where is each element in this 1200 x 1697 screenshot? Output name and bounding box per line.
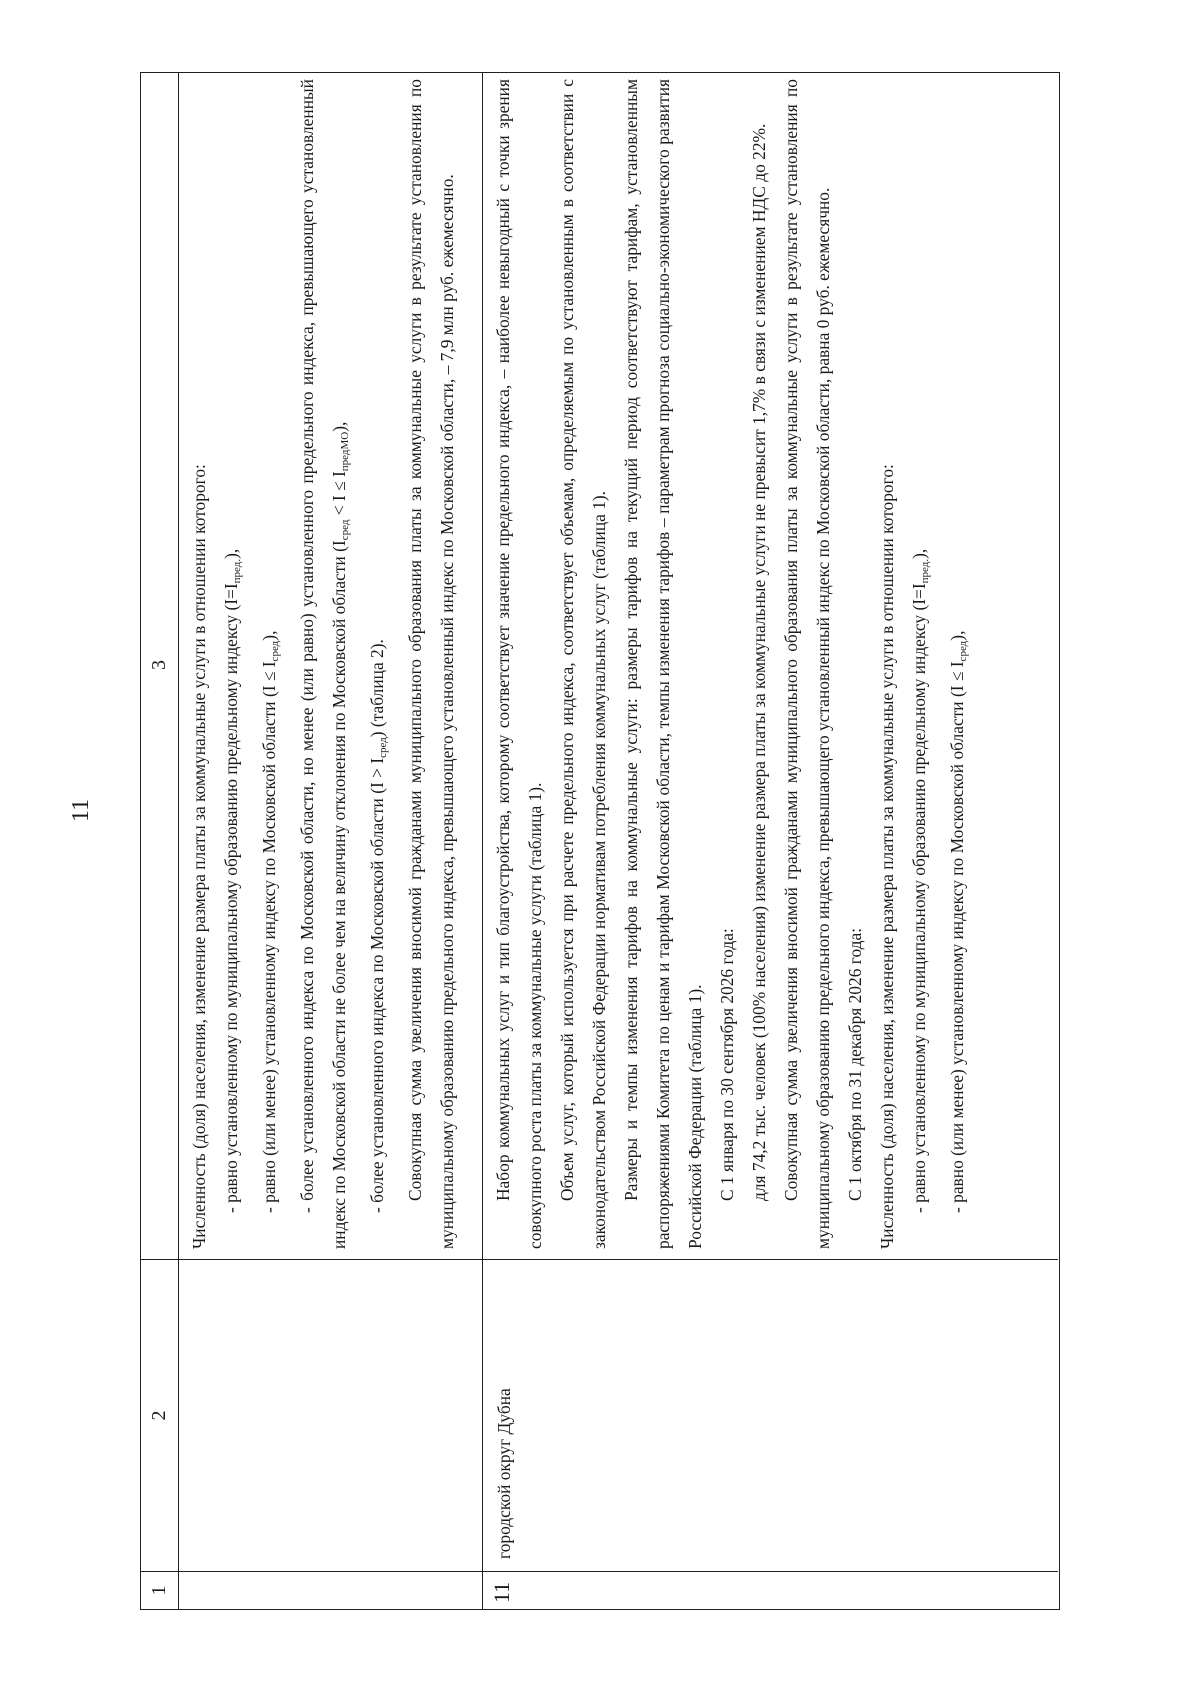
table-header-row bbox=[141, 73, 179, 1609]
paragraph: Совокупная сумма увеличения вносимой гражданами муниципального образования платы за коммунальные услуги в результате установления по муниципальному образованию предельного индекса, превышающего установленный индекс по Московской области, – 7,9 млн руб. ежемесячно. bbox=[405, 79, 457, 1249]
row-number-cell bbox=[179, 1571, 482, 1609]
row-number-cell: 11 bbox=[483, 1571, 1058, 1609]
paragraph: для 74,2 тыс. человек (100% населения) изменение размера платы за коммунальные услуги не превысит 1,7% в связи с изменением НДС до 22%. bbox=[749, 123, 769, 1201]
paragraph: - равно (или менее) установленному индексу по Московской области $(I \le I_{сред})$, bbox=[259, 630, 281, 1213]
paragraph: - более установленного индекса по Московской области, но менее (или равно) установленного предельного индекса, превышающего установленный индекс по Московской области не более чем на величину отклонения по Московской области $(I_{сред} < I \le I_{предМО})$, bbox=[297, 79, 351, 1249]
paragraph: Объем услуг, который используется при расчете предельного индекса, соответствует объемам, определяемым по установленным в соответствии с законодательством Российской Федерации нормативам потребления коммунальных услуг (таблица 1). bbox=[557, 79, 609, 1249]
paragraph: - равно установленному по муниципальному образованию предельному индексу $(I=I_{пред.})$, bbox=[221, 548, 243, 1213]
data-table bbox=[140, 72, 1060, 1610]
page-number: 11 bbox=[68, 798, 94, 822]
paragraph: С 1 января по 30 сентября 2026 года: bbox=[717, 928, 737, 1201]
header-col-2: 2 bbox=[141, 1259, 178, 1571]
paragraph: Совокупная сумма увеличения вносимой гражданами муниципального образования платы за коммунальные услуги в результате установления по муниципальному образованию предельного индекса, превышающего установленный индекс по Московской области, равна 0 руб. ежемесячно. bbox=[781, 79, 833, 1249]
header-col-3: 3 bbox=[148, 660, 170, 670]
paragraph: Набор коммунальных услуг и тип благоустройства, которому соответствует значение предельного индекса, – наиболее невыгодный с точки зрения совокупного роста платы за коммунальные услуги (таблица 1). bbox=[493, 79, 545, 1249]
description-cell bbox=[179, 71, 482, 1259]
paragraph: С 1 октября по 31 декабря 2026 года: bbox=[845, 927, 865, 1201]
municipality-cell bbox=[179, 1259, 482, 1571]
paragraph: - равно (или менее) установленному индексу по Московской области $(I \le I_{сред})$, bbox=[947, 630, 969, 1213]
description-cell bbox=[483, 71, 1058, 1259]
paragraph: - равно установленному по муниципальному образованию предельному индексу $(I=I_{пред.})$, bbox=[909, 548, 931, 1213]
table-row-11 bbox=[483, 73, 1058, 1609]
paragraph: Численность (доля) населения, изменение размера платы за коммунальные услуги в отношении которого: bbox=[877, 464, 897, 1249]
header-col-1: 1 bbox=[141, 1571, 178, 1609]
paragraph: - более установленного индекса по Московской области $(I > I_{сред})$ (таблица 2). bbox=[367, 639, 389, 1213]
paragraph: Размеры и темпы изменения тарифов на коммунальные услуги: размеры тарифов на текущий период соответствуют тарифам, установленным распоряжениями Комитета по ценам и тарифам Московской области, темпы изменения тарифов – параметрам прогноза социально-экономического развития Российской Федерации (таблица 1). bbox=[621, 79, 705, 1249]
table-row-continued bbox=[179, 73, 483, 1609]
paragraph: Численность (доля) населения, изменение размера платы за коммунальные услуги в отношении которого: bbox=[189, 464, 209, 1249]
municipality-cell: городской округ Дубна bbox=[483, 1259, 1058, 1571]
